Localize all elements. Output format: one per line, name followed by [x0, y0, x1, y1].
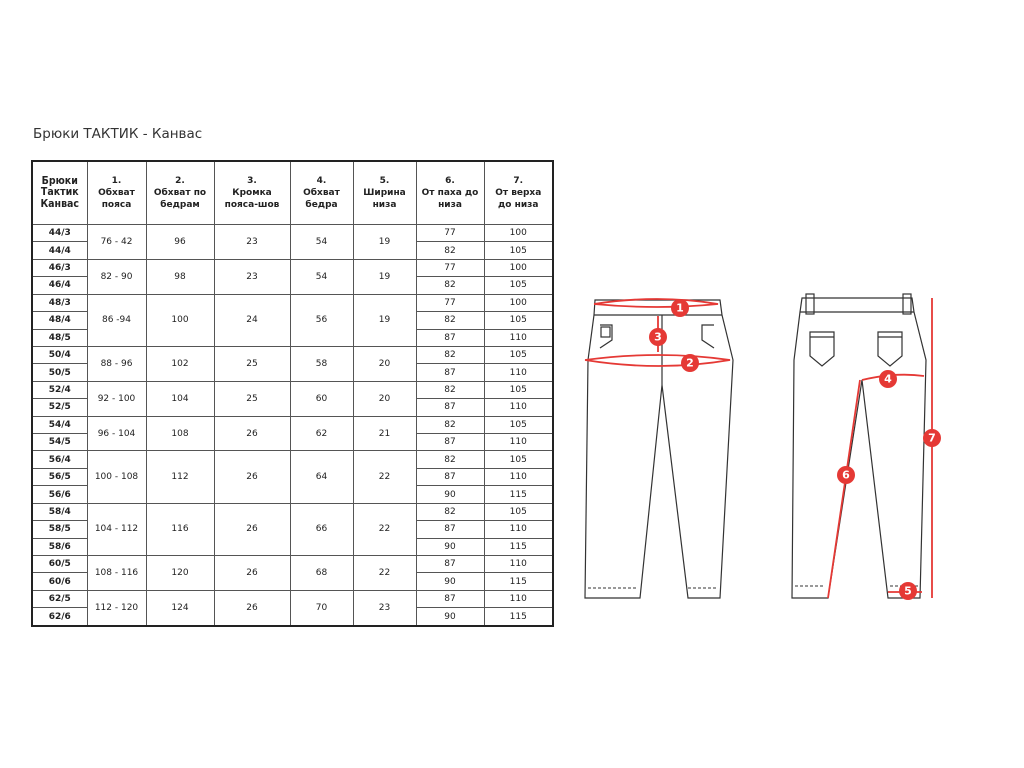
inseam-cell: 90 [416, 608, 484, 626]
inseam-cell: 87 [416, 556, 484, 573]
corner-line: Брюки [41, 175, 78, 188]
size-cell: 46/3 [32, 259, 87, 276]
bottom-cell: 19 [353, 259, 416, 294]
table-row [32, 590, 553, 607]
thigh-cell: 56 [290, 294, 353, 346]
size-cell: 62/5 [32, 590, 87, 607]
size-cell: 44/4 [32, 242, 87, 259]
size-cell: 58/4 [32, 503, 87, 520]
measurement-lines [585, 298, 932, 598]
inseam-cell: 82 [416, 416, 484, 433]
inseam-cell: 82 [416, 312, 484, 329]
size-cell: 60/6 [32, 573, 87, 590]
inseam-cell: 77 [416, 259, 484, 276]
marker-label: 5 [904, 584, 912, 598]
inseam-cell: 90 [416, 573, 484, 590]
size-cell: 48/5 [32, 329, 87, 346]
hips-cell: 104 [146, 381, 214, 416]
size-cell: 48/4 [32, 312, 87, 329]
size-cell: 46/4 [32, 277, 87, 294]
column-number: 2. [175, 175, 185, 186]
size-cell: 56/5 [32, 468, 87, 485]
inseam-cell: 87 [416, 364, 484, 381]
column-number: 3. [247, 175, 257, 186]
thigh-cell: 54 [290, 259, 353, 294]
outseam-cell: 105 [484, 381, 553, 398]
inseam-cell: 82 [416, 503, 484, 520]
column-number: 1. [111, 175, 122, 186]
bottom-cell: 23 [353, 590, 416, 626]
outseam-cell: 110 [484, 329, 553, 346]
outseam-cell: 110 [484, 521, 553, 538]
column-label: пояса [101, 200, 132, 211]
column-label: От верха [495, 187, 542, 198]
marker-5 [899, 582, 917, 600]
column-label: Обхват [98, 187, 135, 198]
hips-cell: 108 [146, 416, 214, 451]
table-row [32, 556, 553, 573]
marker-3 [649, 328, 667, 346]
column-number: 5. [379, 175, 390, 186]
edge-cell: 26 [214, 590, 290, 626]
marker-label: 2 [686, 356, 694, 370]
thigh-cell: 70 [290, 590, 353, 626]
size-cell: 62/6 [32, 608, 87, 626]
marker-6 [837, 466, 855, 484]
edge-cell: 25 [214, 346, 290, 381]
outseam-cell: 110 [484, 468, 553, 485]
marker-7 [923, 429, 941, 447]
table-row [32, 294, 553, 311]
inseam-cell: 77 [416, 294, 484, 311]
outseam-cell: 110 [484, 556, 553, 573]
outseam-cell: 115 [484, 538, 553, 555]
bottom-cell: 22 [353, 451, 416, 503]
column-number: 6. [445, 175, 455, 186]
outseam-cell: 105 [484, 503, 553, 520]
edge-cell: 26 [214, 556, 290, 591]
outseam-cell: 100 [484, 259, 553, 276]
column-label: Кромка [232, 187, 272, 198]
size-cell: 48/3 [32, 294, 87, 311]
outseam-cell: 105 [484, 242, 553, 259]
outseam-cell: 110 [484, 399, 553, 416]
column-label: низа [438, 200, 462, 211]
inseam-cell: 87 [416, 329, 484, 346]
size-cell: 44/3 [32, 225, 87, 242]
column-number: 7. [513, 175, 524, 186]
thigh-cell: 60 [290, 381, 353, 416]
inseam-cell: 82 [416, 277, 484, 294]
size-table [31, 160, 554, 627]
thigh-cell: 58 [290, 346, 353, 381]
edge-cell: 23 [214, 225, 290, 260]
edge-cell: 26 [214, 451, 290, 503]
waist-cell: 96 - 104 [87, 416, 146, 451]
edge-cell: 23 [214, 259, 290, 294]
column-label: Обхват [303, 187, 340, 198]
marker-2 [681, 354, 699, 372]
outseam-cell: 105 [484, 451, 553, 468]
outseam-cell: 110 [484, 590, 553, 607]
corner-line: Канвас [40, 197, 80, 210]
marker-label: 3 [654, 330, 662, 344]
waist-cell: 108 - 116 [87, 556, 146, 591]
inseam-cell: 82 [416, 346, 484, 363]
inseam-cell: 90 [416, 486, 484, 503]
bottom-cell: 19 [353, 225, 416, 260]
inseam-cell: 87 [416, 521, 484, 538]
inseam-cell: 77 [416, 225, 484, 242]
pants-diagram [570, 280, 950, 620]
table-row [32, 451, 553, 468]
size-cell: 56/4 [32, 451, 87, 468]
bottom-cell: 22 [353, 556, 416, 591]
bottom-cell: 21 [353, 416, 416, 451]
waist-cell: 100 - 108 [87, 451, 146, 503]
bottom-cell: 20 [353, 381, 416, 416]
inseam-cell: 87 [416, 468, 484, 485]
size-cell: 50/4 [32, 346, 87, 363]
table-body [32, 225, 553, 627]
outseam-cell: 105 [484, 416, 553, 433]
size-cell: 50/5 [32, 364, 87, 381]
header-corner [32, 161, 87, 225]
size-cell: 58/5 [32, 521, 87, 538]
inseam-cell: 87 [416, 434, 484, 451]
hips-cell: 120 [146, 556, 214, 591]
marker-label: 6 [842, 468, 850, 482]
pants-back-outline [792, 294, 926, 598]
hips-cell: 124 [146, 590, 214, 626]
outseam-cell: 115 [484, 608, 553, 626]
column-header [353, 161, 416, 225]
table-row [32, 416, 553, 433]
inseam-cell: 82 [416, 451, 484, 468]
table-row [32, 225, 553, 242]
bottom-cell: 20 [353, 346, 416, 381]
thigh-cell: 64 [290, 451, 353, 503]
outseam-cell: 115 [484, 573, 553, 590]
thigh-cell: 62 [290, 416, 353, 451]
size-cell: 52/5 [32, 399, 87, 416]
hips-cell: 116 [146, 503, 214, 555]
hips-cell: 102 [146, 346, 214, 381]
column-label: бедра [305, 200, 338, 211]
column-number: 4. [316, 175, 327, 186]
thigh-cell: 68 [290, 556, 353, 591]
column-label: бедрам [160, 200, 200, 211]
column-label: до низа [498, 200, 539, 211]
column-header [484, 161, 553, 225]
column-header [416, 161, 484, 225]
page-title: Брюки ТАКТИК - Канвас [33, 126, 203, 142]
thigh-cell: 54 [290, 225, 353, 260]
column-header [87, 161, 146, 225]
size-cell: 60/5 [32, 556, 87, 573]
hips-cell: 112 [146, 451, 214, 503]
size-cell: 54/5 [32, 434, 87, 451]
table-row [32, 259, 553, 276]
waist-cell: 112 - 120 [87, 590, 146, 626]
edge-cell: 25 [214, 381, 290, 416]
marker-label: 1 [676, 301, 684, 315]
inseam-cell: 82 [416, 242, 484, 259]
size-cell: 54/4 [32, 416, 87, 433]
waist-cell: 76 - 42 [87, 225, 146, 260]
waist-cell: 92 - 100 [87, 381, 146, 416]
outseam-cell: 100 [484, 225, 553, 242]
table-row [32, 381, 553, 398]
edge-cell: 26 [214, 503, 290, 555]
hips-cell: 100 [146, 294, 214, 346]
table-row [32, 346, 553, 363]
inseam-cell: 82 [416, 381, 484, 398]
column-label: От паха до [421, 187, 479, 198]
waist-cell: 82 - 90 [87, 259, 146, 294]
bottom-cell: 22 [353, 503, 416, 555]
table-row [32, 503, 553, 520]
column-label: Ширина [363, 187, 406, 198]
column-header [146, 161, 214, 225]
thigh-cell: 66 [290, 503, 353, 555]
marker-4 [879, 370, 897, 388]
size-cell: 58/6 [32, 538, 87, 555]
size-cell: 52/4 [32, 381, 87, 398]
size-cell: 56/6 [32, 486, 87, 503]
column-header [214, 161, 290, 225]
waist-cell: 88 - 96 [87, 346, 146, 381]
waist-cell: 86 -94 [87, 294, 146, 346]
inseam-cell: 87 [416, 399, 484, 416]
outseam-cell: 105 [484, 312, 553, 329]
marker-label: 4 [884, 372, 892, 386]
outseam-cell: 110 [484, 364, 553, 381]
table-header-row [32, 161, 553, 225]
outseam-cell: 110 [484, 434, 553, 451]
corner-line: Тактик [40, 186, 79, 199]
column-label: пояса-шов [224, 200, 280, 211]
outseam-cell: 115 [484, 486, 553, 503]
hips-cell: 98 [146, 259, 214, 294]
column-label: низа [372, 200, 397, 211]
marker-1 [671, 299, 689, 317]
outseam-cell: 100 [484, 294, 553, 311]
edge-cell: 24 [214, 294, 290, 346]
bottom-cell: 19 [353, 294, 416, 346]
inseam-cell: 87 [416, 590, 484, 607]
inseam-cell: 90 [416, 538, 484, 555]
outseam-cell: 105 [484, 277, 553, 294]
edge-cell: 26 [214, 416, 290, 451]
column-header [290, 161, 353, 225]
hips-cell: 96 [146, 225, 214, 260]
marker-label: 7 [928, 431, 936, 445]
column-label: Обхват по [153, 187, 207, 198]
waist-cell: 104 - 112 [87, 503, 146, 555]
outseam-cell: 105 [484, 346, 553, 363]
